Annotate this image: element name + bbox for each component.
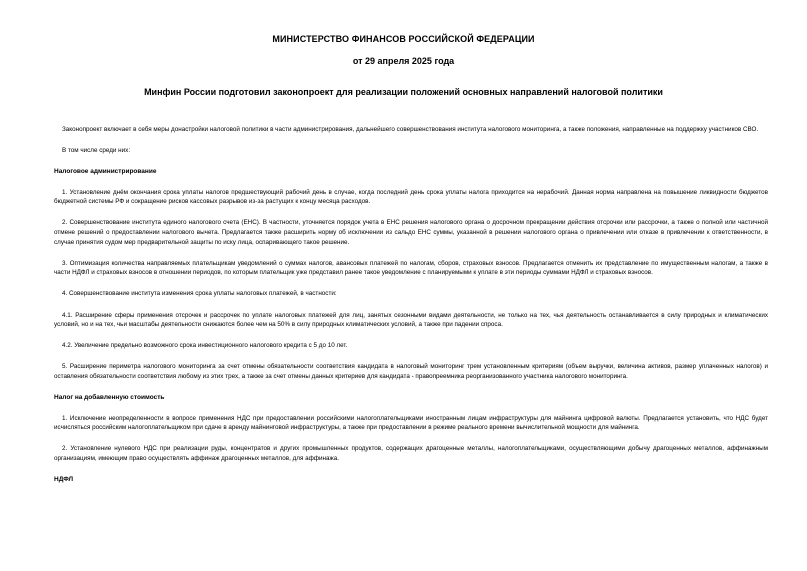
list-item: 2. Совершенствование института единого налогового счета (ЕНС). В частности, уточняется порядок учета в ЕНС решения налогового органа о досрочном прекращении действия отсрочки или рассрочки, а также о полной или частичной отмене решений о предоставлении налогового вычета. Предлагается также расширить норму об исключении из сальдо ЕНС суммы, указанной в решении налогового органа о привлечении или отказе в привлечении к ответственности, в случае принятия судом мер предварительной защиты по иску лица, оспаривающего такое решение. <box>54 219 768 246</box>
section-heading-ndfl: НДФЛ <box>54 475 74 483</box>
list-item: 4. Совершенствование института изменения срока уплаты налоговых платежей, в частности: <box>62 290 337 298</box>
list-item: 2. Установление нулевого НДС при реализации руды, концентратов и других промышленных продуктов, содержащих драгоценные металлы, налогоплательщиками, осуществляющими добычу драгоценных металлов, аффинажным организациям, имеющим право осуществлять аффинаж драгоценных металлов, для аффинажа. <box>54 445 768 462</box>
document-title: Минфин России подготовил законопроект для реализации положений основных направлений налоговой политики <box>144 87 663 97</box>
list-item: 4.1. Расширение сферы применения отсрочек и рассрочек по уплате налоговых платежей для лиц, занятых сезонными видами деятельности, не только на тех, чья деятельность останавливается в силу природных и климатических условий, но и на тех, чьи масштабы деятельности снижаются более чем на 50% в силу природных климатических условий, а также при падении спроса. <box>54 311 768 329</box>
document-date: от 29 апреля 2025 года <box>352 56 455 66</box>
list-item: 4.2. Увеличение предельно возможного срока инвестиционного налогового кредита с 5 до 10 лет. <box>62 342 348 350</box>
intro-lead: В том числе среди них: <box>62 147 131 155</box>
ministry-header: МИНИСТЕРСТВО ФИНАНСОВ РОССИЙСКОЙ ФЕДЕРАЦИИ <box>272 34 535 44</box>
list-item: 1. Установление днём окончания срока уплаты налогов предшествующий рабочий день в случае, когда последний день срока уплаты налога приходится на нерабочий. Данная норма направлена на повышение ликвидности бюджетов бюджетной системы РФ и сокращение рисков кассовых разрывов из-за растущих к концу месяца расходов. <box>54 188 768 206</box>
section-heading-vat: Налог на добавленную стоимость <box>54 394 165 401</box>
document-body <box>54 125 768 496</box>
list-item: 1. Исключение неопределенности в вопросе применения НДС при предоставлении российскими налогоплательщиками иностранным лицам инфраструктуры для майнинга цифровой валюты. Предлагается установить, что НДС будет исчисляться российским налогоплательщиком при сдаче в аренду майнинговой инфраструктуры, а также при предоставлении в режиме реального времени вычислительной мощности для майнинга. <box>54 414 768 432</box>
intro-paragraph: Законопроект включает в себя меры донастройки налоговой политики в части администрирования, дальнейшего совершенствования института налогового мониторинга, а также положения, направленные на поддержку участников СВО. <box>62 126 759 133</box>
section-heading-tax-administration: Налоговое администрирование <box>54 168 157 176</box>
list-item: 5. Расширение периметра налогового мониторинга за счет отмены обязательности соответствия кандидата в налоговый мониторинг трем установленным критериям (объем выручки, величина активов, размер уплаченных налогов) и оставления обязательности соответствия любому из этих трех, а также за счет отмены данных критериев для кандидата - правопреемника реорганизованного участника налогового мониторинга. <box>54 363 768 380</box>
list-item: 3. Оптимизация количества направляемых плательщикам уведомлений о суммах налогов, авансовых платежей по налогам, сборов, страховых взносов. Предлагается отменить их представление по имущественным налогам, а также в части НДФЛ и страховых взносов в отношении периодов, по которым плательщик уже представил ранее такое уведомление с планируемыми к уплате в эти периоды суммами НДФЛ и страховых взносов. <box>54 259 768 277</box>
